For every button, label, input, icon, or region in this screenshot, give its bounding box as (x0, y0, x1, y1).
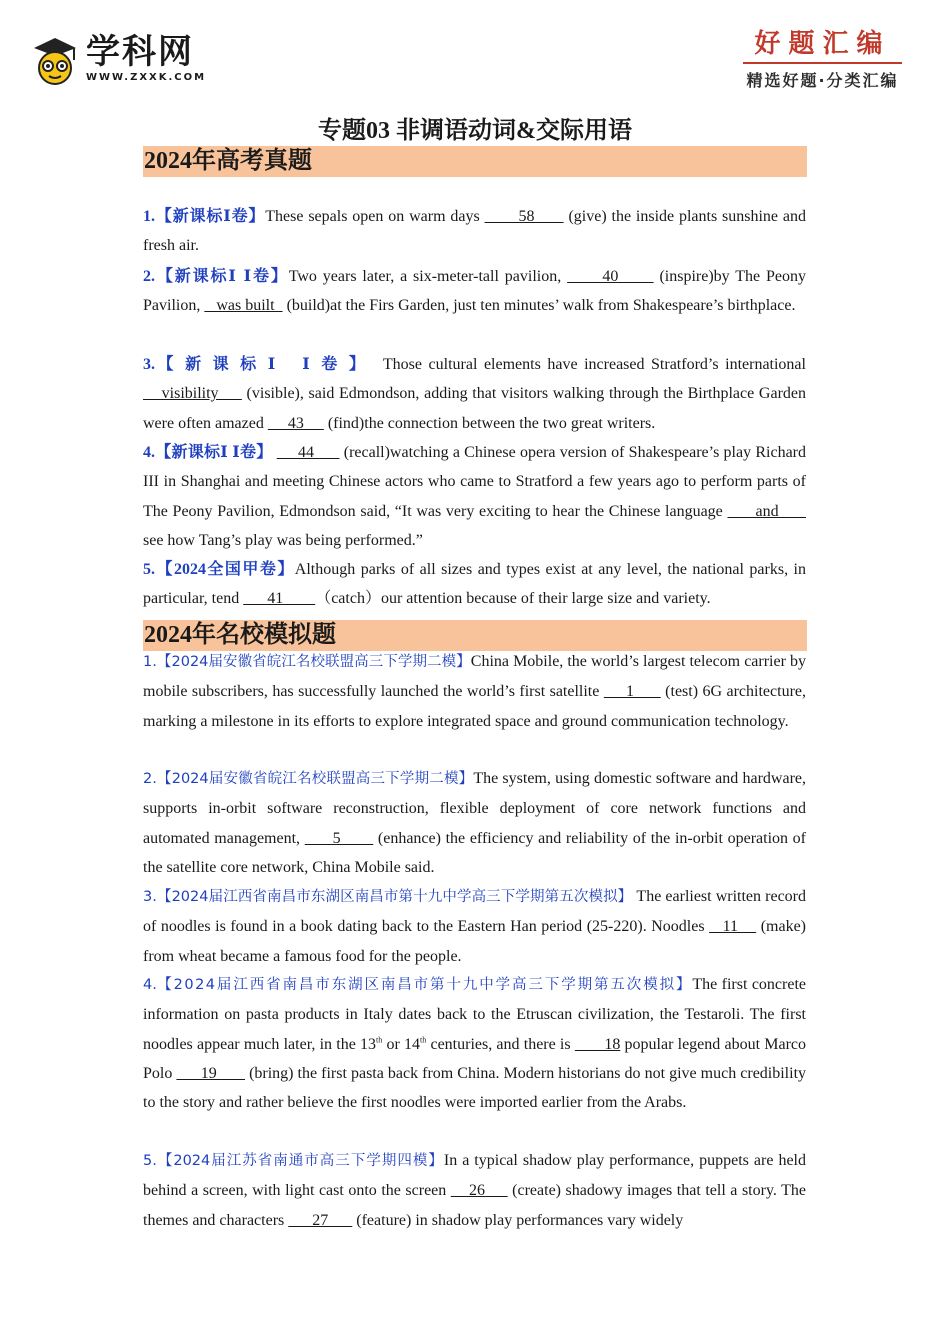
logo-text: 学科网 (86, 32, 194, 72)
question-number: 1. (143, 654, 157, 670)
question-item (143, 438, 806, 555)
question-item (143, 1146, 806, 1235)
question-text: (make) from wheat became a famous food for the people. (143, 918, 807, 965)
question-number: 5. (143, 1153, 157, 1169)
brand-badge (735, 28, 910, 91)
question-text: (recall)watching a Chinese opera version of Shakespeare’s play Richard III in Shanghai and meeting Chinese actors who came to Stratford a few years ago to perform parts of The Peony Pavilion, Edmondson said, “It was very exciting to hear the Chinese language (143, 444, 806, 520)
question-text: The first concrete information on pasta products in Italy dates back to the Etruscan civilization, the Testaroli. The first noodles appear much later, in the 13 (143, 976, 806, 1053)
question-item (143, 970, 806, 1117)
answer-blank: 11 (709, 918, 757, 936)
answer-blank: 1 (603, 683, 661, 701)
question-text: Although parks of all sizes and types exist at any level, the national parks, in particular, tend (143, 561, 806, 608)
question-text: see how Tang’s play was being performed.” (143, 531, 423, 549)
question-text: (visible), said Edmondson, adding that visitors walking through the Birthplace Garden were often amazed (143, 385, 806, 432)
brand-title: 好题汇编 (754, 29, 891, 59)
brand-subtitle: 精选好题·分类汇编 (746, 71, 899, 90)
question-item (143, 262, 806, 321)
question-number: 3. (143, 889, 157, 905)
answer-blank: 18 (574, 1035, 621, 1053)
question-item (143, 647, 806, 736)
question-text: centuries, and there is (426, 1035, 575, 1053)
question-number: 1. (143, 208, 155, 225)
question-source: 【新课标Ⅰ Ⅰ卷】 (155, 356, 377, 373)
answer-blank: 19 (176, 1064, 246, 1082)
question-item (143, 202, 806, 261)
section-heading-exam: 2024年高考真题 (143, 146, 807, 177)
question-text: (create) shadowy images that tell a story. The themes and characters (143, 1182, 807, 1229)
page-title: 专题03 非调语动词&交际用语 (318, 118, 632, 144)
question-item (143, 555, 806, 614)
question-item (143, 350, 806, 438)
question-item (143, 882, 806, 971)
question-text: (give) the inside plants sunshine and fresh air. (143, 208, 806, 255)
question-text: (bring) the first pasta back from China. Modern historians do not give much credibility to the story and rather believe the first noodles were imported earlier from the Arabs. (143, 1064, 807, 1112)
ordinal-suffix: th (376, 1035, 383, 1045)
answer-blank: 58 (484, 208, 564, 225)
answer-blank: 5 (304, 829, 374, 847)
question-text: popular legend about Marco Polo (143, 1035, 807, 1082)
question-source: 【2024届安徽省皖江名校联盟高三下学期二模】 (156, 771, 474, 787)
question-source: 【新课标Ⅰ Ⅰ卷】 (155, 444, 273, 461)
answer-blank: 41 (243, 590, 316, 608)
question-source: 【2024届安徽省皖江名校联盟高三下学期二模】 (156, 654, 471, 670)
question-text: The system, using domestic software and hardware, supports in-orbit software reconstruction, flexible deployment of core network functions and automated management, (143, 770, 806, 847)
question-number: 2. (143, 771, 157, 787)
question-text: In a typical shadow play performance, puppets are held behind a screen, with light cast onto the screen (143, 1152, 806, 1200)
site-logo[interactable] (30, 30, 230, 90)
question-text: (build)at the Firs Garden, just ten minutes’ walk from Shakespeare’s birthplace. (282, 297, 796, 315)
brand-divider (743, 62, 902, 64)
question-number: 3. (143, 356, 155, 373)
mascot-icon (30, 34, 80, 86)
question-source: 【2024届江西省南昌市东湖区南昌市第十九中学高三下学期第五次模拟】 (156, 977, 693, 993)
question-text: These sepals open on warm days (265, 208, 485, 225)
answer-blank: 26 (450, 1182, 508, 1200)
question-text: （catch）our attention because of their large size and variety. (315, 590, 711, 608)
answer-blank: and (727, 502, 806, 520)
question-text: (enhance) the efficiency and reliability of the in-orbit operation of the satellite core network, China Mobile said. (143, 829, 806, 876)
question-source: 【新课标Ⅰ卷】 (155, 208, 266, 225)
question-text: China Mobile, the world’s largest telecom carrier by mobile subscribers, has successfully launched the world’s first satellite (143, 653, 807, 701)
question-number: 4. (143, 444, 155, 461)
answer-blank: 40 (567, 268, 654, 285)
answer-blank: 27 (288, 1211, 353, 1229)
question-text: The earliest written record of noodles is found in a book dating back to the Eastern Han period (25-220). Noodles (143, 888, 807, 936)
question-text: Those cultural elements have increased Stratford’s international (376, 356, 806, 373)
answer-blank: was built (204, 297, 283, 315)
question-number: 2. (143, 268, 155, 285)
question-text: (test) 6G architecture, marking a milestone in its efforts to explore integrated space and ground communication technology. (143, 683, 807, 730)
answer-blank: 43 (267, 414, 324, 432)
logo-url: WWW.ZXXK.COM (86, 72, 207, 83)
question-item (143, 764, 806, 882)
question-text: Two years later, a six-meter-tall pavilion, (288, 268, 568, 285)
question-text: (feature) in shadow play performances vary widely (352, 1211, 684, 1229)
question-source: 【新课标Ⅰ Ⅰ卷】 (155, 268, 289, 285)
answer-blank: 44 (276, 444, 340, 461)
question-text: (inspire)by The Peony Pavilion, (143, 268, 807, 315)
section-heading-mock: 2024年名校模拟题 (143, 620, 807, 651)
ordinal-suffix: th (420, 1035, 427, 1045)
question-source: 【2024届江苏省南通市高三下学期四模】 (156, 1153, 444, 1169)
question-text: or 14 (382, 1035, 421, 1053)
question-source: 【2024全国甲卷】 (155, 561, 295, 578)
question-number: 5. (143, 561, 155, 578)
question-source: 【2024届江西省南昌市东湖区南昌市第十九中学高三下学期第五次模拟】 (156, 889, 633, 905)
question-number: 4. (143, 977, 157, 993)
answer-blank: visibility (143, 385, 242, 403)
question-text: (find)the connection between the two great writers. (323, 414, 656, 432)
